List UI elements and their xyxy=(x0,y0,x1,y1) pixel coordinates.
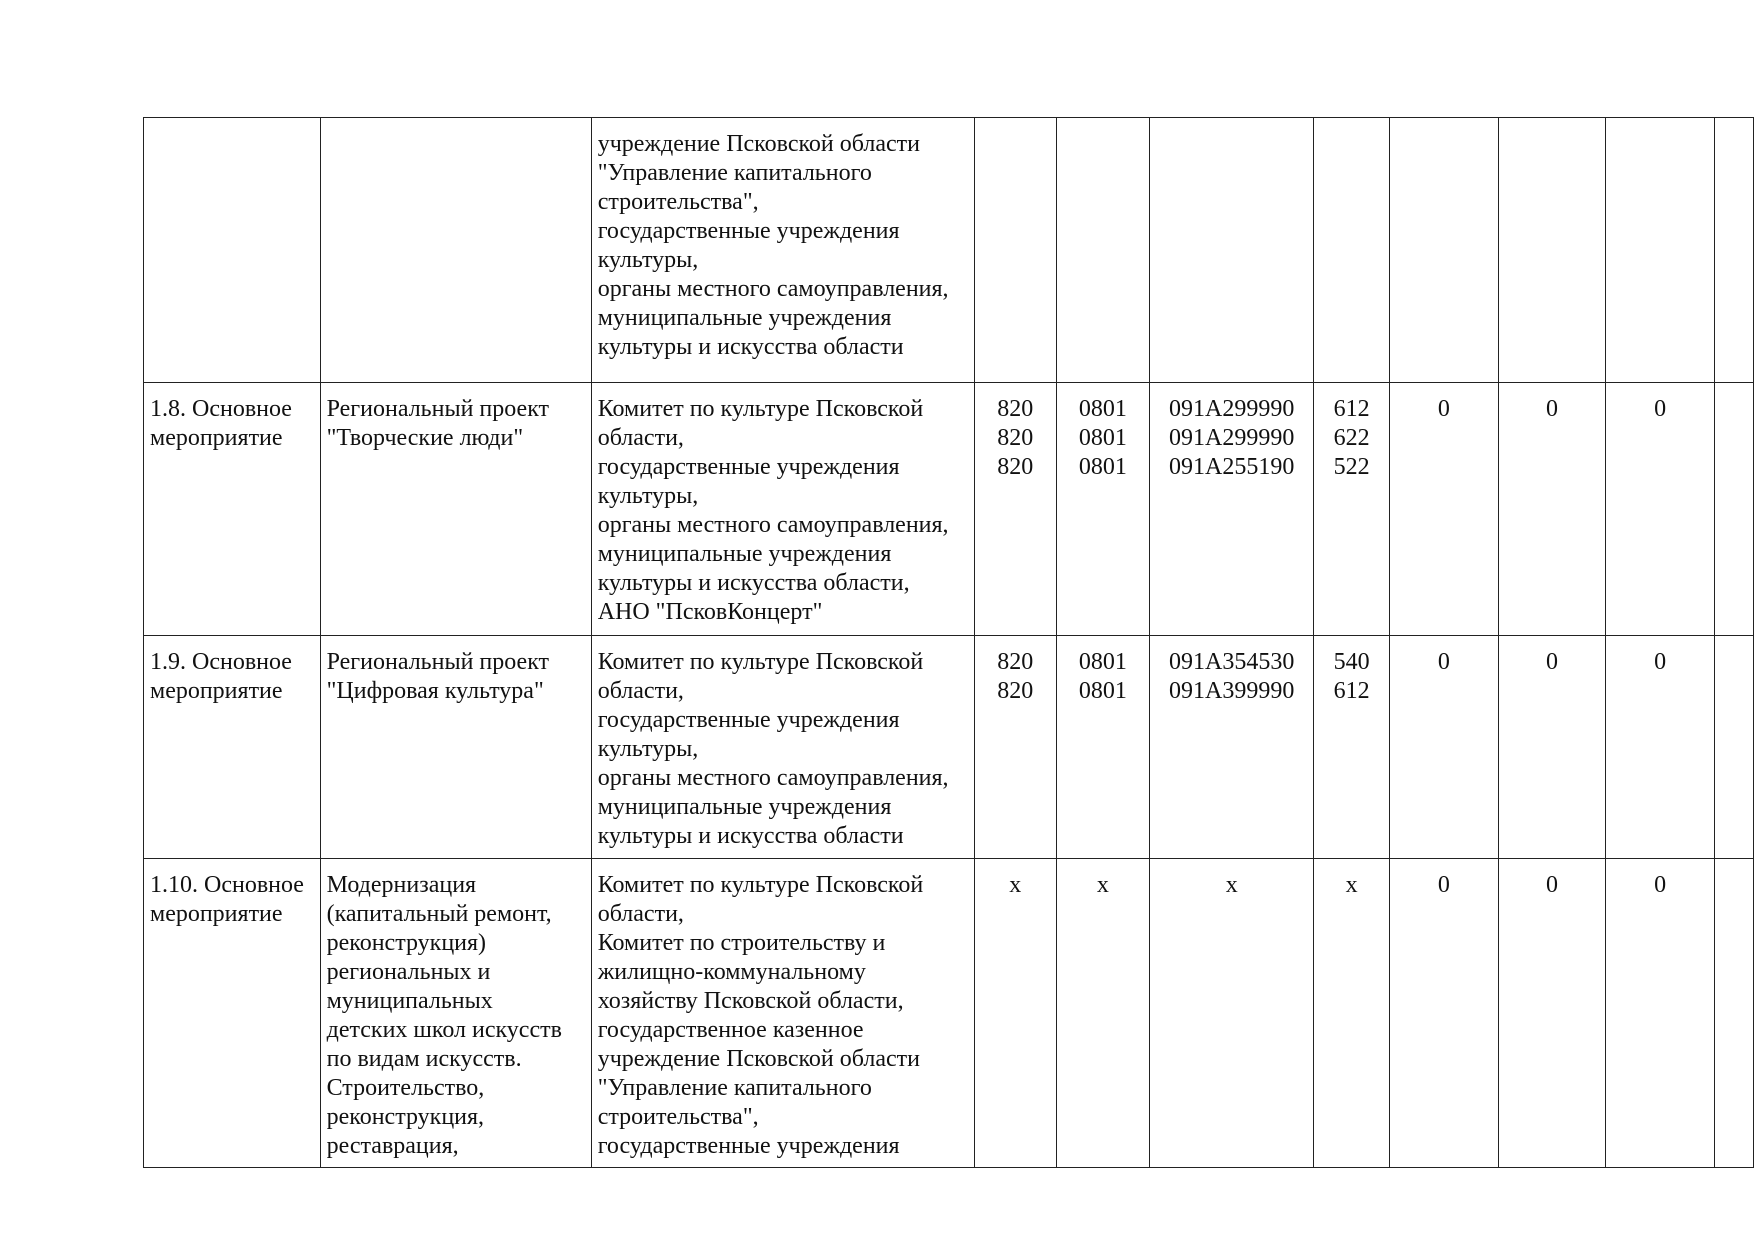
cell-line: "Творческие люди" xyxy=(326,425,524,451)
executors-cell xyxy=(591,636,974,859)
value-cell-3 xyxy=(1606,118,1715,383)
cell-line: Комитет по культуре Псковской xyxy=(597,396,924,422)
cell-line: Региональный проект xyxy=(326,649,550,675)
cell-line: области, xyxy=(597,901,684,927)
cell-line: 0801 xyxy=(1078,649,1127,675)
cell-line: 820 xyxy=(997,454,1034,480)
cell-value: 0 xyxy=(1654,649,1667,675)
value-cell-4 xyxy=(1714,118,1753,383)
cell-value: 0 xyxy=(1654,872,1667,898)
cell-line: 522 xyxy=(1333,454,1370,480)
event-cell xyxy=(144,859,321,1168)
cell-line: 091A354530 xyxy=(1169,649,1295,675)
cell-line: Комитет по культуре Псковской xyxy=(597,872,924,898)
cell-line: органы местного самоуправления, xyxy=(597,765,949,791)
expense-type-cell xyxy=(1314,636,1390,859)
event-cell xyxy=(144,383,321,636)
cell-line: культуры и искусства области, xyxy=(597,570,910,596)
cell-line: строительства", xyxy=(597,1104,759,1130)
event-cell xyxy=(144,118,321,383)
cell-line: 1.8. Основное xyxy=(150,396,292,422)
expense-type-cell xyxy=(1314,859,1390,1168)
cell-line: 820 xyxy=(997,678,1034,704)
section-code-cell xyxy=(1056,636,1150,859)
name-cell xyxy=(320,383,591,636)
cell-line: 820 xyxy=(997,649,1034,675)
cell-line: реконструкция, xyxy=(326,1104,485,1130)
cell-line: муниципальные учреждения xyxy=(597,541,892,567)
cell-line: 0801 xyxy=(1078,396,1127,422)
cell-line: области, xyxy=(597,425,684,451)
name-cell xyxy=(320,636,591,859)
cell-line: культуры, xyxy=(597,736,699,762)
cell-line: детских школ искусств xyxy=(326,1017,562,1043)
value-cell-1 xyxy=(1390,636,1499,859)
cell-line: органы местного самоуправления, xyxy=(597,512,949,538)
cell-value: 0 xyxy=(1546,649,1559,675)
cell-line: мероприятие xyxy=(150,901,283,927)
cell-line: 091A299990 xyxy=(1169,396,1295,422)
cell-line: региональных и xyxy=(326,959,491,985)
cell-line: "Управление капитального xyxy=(597,1075,872,1101)
executors-cell xyxy=(591,859,974,1168)
value-cell-3 xyxy=(1606,859,1715,1168)
cell-value: 0 xyxy=(1437,649,1450,675)
value-cell-4 xyxy=(1714,636,1753,859)
value-cell-3 xyxy=(1606,636,1715,859)
cell-line: 0801 xyxy=(1078,454,1127,480)
cell-line: "Цифровая культура" xyxy=(326,678,544,704)
value-cell-2 xyxy=(1498,859,1606,1168)
event-cell xyxy=(144,636,321,859)
cell-line: муниципальные учреждения xyxy=(597,794,892,820)
executors-cell xyxy=(591,118,974,383)
cell-line: 820 xyxy=(997,425,1034,451)
value-cell-1 xyxy=(1390,118,1499,383)
section-code-cell xyxy=(1056,859,1150,1168)
value-cell-1 xyxy=(1390,859,1499,1168)
cell-line: органы местного самоуправления, xyxy=(597,276,949,302)
cell-line: 820 xyxy=(997,396,1034,422)
cell-line: 1.9. Основное xyxy=(150,649,292,675)
table-row xyxy=(144,859,1754,1168)
cell-line: "Управление капитального xyxy=(597,160,872,186)
cell-line: АНО "ПсковКонцерт" xyxy=(597,599,823,625)
cell-line: x xyxy=(1225,872,1238,898)
cell-line: x xyxy=(1345,872,1358,898)
table-row xyxy=(144,383,1754,636)
cell-line: мероприятие xyxy=(150,425,283,451)
budget-table xyxy=(143,117,1754,1168)
cell-line: по видам искусств. xyxy=(326,1046,522,1072)
table-row xyxy=(144,118,1754,383)
cell-line: 612 xyxy=(1333,396,1370,422)
cell-line: государственные учреждения xyxy=(597,454,900,480)
cell-line: x xyxy=(1096,872,1109,898)
section-code-cell xyxy=(1056,118,1150,383)
executors-cell xyxy=(591,383,974,636)
cell-line: государственное казенное xyxy=(597,1017,864,1043)
expense-type-cell xyxy=(1314,118,1390,383)
cell-line: муниципальных xyxy=(326,988,493,1014)
section-code-cell xyxy=(1056,383,1150,636)
cell-line: государственные учреждения xyxy=(597,707,900,733)
cell-value: 0 xyxy=(1437,396,1450,422)
cell-line: x xyxy=(1009,872,1022,898)
grbs-code-cell xyxy=(974,636,1056,859)
cell-line: Модернизация xyxy=(326,872,477,898)
cell-line: жилищно-коммунальному xyxy=(597,959,866,985)
cell-line: культуры, xyxy=(597,247,699,273)
expense-type-cell xyxy=(1314,383,1390,636)
cell-line: культуры, xyxy=(597,483,699,509)
target-article-cell xyxy=(1150,383,1314,636)
cell-line: Комитет по культуре Псковской xyxy=(597,649,924,675)
value-cell-2 xyxy=(1498,636,1606,859)
value-cell-4 xyxy=(1714,383,1753,636)
cell-line: 540 xyxy=(1333,649,1370,675)
table-row xyxy=(144,636,1754,859)
cell-line: 091A299990 xyxy=(1169,425,1295,451)
cell-line: (капитальный ремонт, xyxy=(326,901,552,927)
cell-line: строительства", xyxy=(597,189,759,215)
cell-value: 0 xyxy=(1546,396,1559,422)
cell-value: 0 xyxy=(1437,872,1450,898)
cell-line: 0801 xyxy=(1078,678,1127,704)
cell-line: реставрация, xyxy=(326,1133,459,1159)
target-article-cell xyxy=(1150,118,1314,383)
cell-line: 091A255190 xyxy=(1169,454,1295,480)
cell-line: учреждение Псковской области xyxy=(597,1046,920,1072)
cell-line: 612 xyxy=(1333,678,1370,704)
cell-line: мероприятие xyxy=(150,678,283,704)
value-cell-2 xyxy=(1498,118,1606,383)
cell-line: культуры и искусства области xyxy=(597,823,904,849)
name-cell xyxy=(320,859,591,1168)
cell-value: 0 xyxy=(1546,872,1559,898)
cell-line: 1.10. Основное xyxy=(150,872,304,898)
cell-line: области, xyxy=(597,678,684,704)
grbs-code-cell xyxy=(974,118,1056,383)
value-cell-2 xyxy=(1498,383,1606,636)
cell-line: 091A399990 xyxy=(1169,678,1295,704)
cell-line: 0801 xyxy=(1078,425,1127,451)
grbs-code-cell xyxy=(974,859,1056,1168)
cell-line: государственные учреждения xyxy=(597,218,900,244)
cell-line: Региональный проект xyxy=(326,396,550,422)
cell-line: реконструкция) xyxy=(326,930,487,956)
grbs-code-cell xyxy=(974,383,1056,636)
cell-line: хозяйству Псковской области, xyxy=(597,988,904,1014)
cell-line: государственные учреждения xyxy=(597,1133,900,1159)
cell-line: культуры и искусства области xyxy=(597,334,904,360)
value-cell-1 xyxy=(1390,383,1499,636)
target-article-cell xyxy=(1150,636,1314,859)
cell-line: 622 xyxy=(1333,425,1370,451)
cell-line: муниципальные учреждения xyxy=(597,305,892,331)
value-cell-3 xyxy=(1606,383,1715,636)
value-cell-4 xyxy=(1714,859,1753,1168)
cell-value: 0 xyxy=(1654,396,1667,422)
cell-line: Комитет по строительству и xyxy=(597,930,886,956)
name-cell xyxy=(320,118,591,383)
cell-line: Строительство, xyxy=(326,1075,485,1101)
cell-line: учреждение Псковской области xyxy=(597,131,920,157)
target-article-cell xyxy=(1150,859,1314,1168)
table-body xyxy=(144,118,1754,1168)
